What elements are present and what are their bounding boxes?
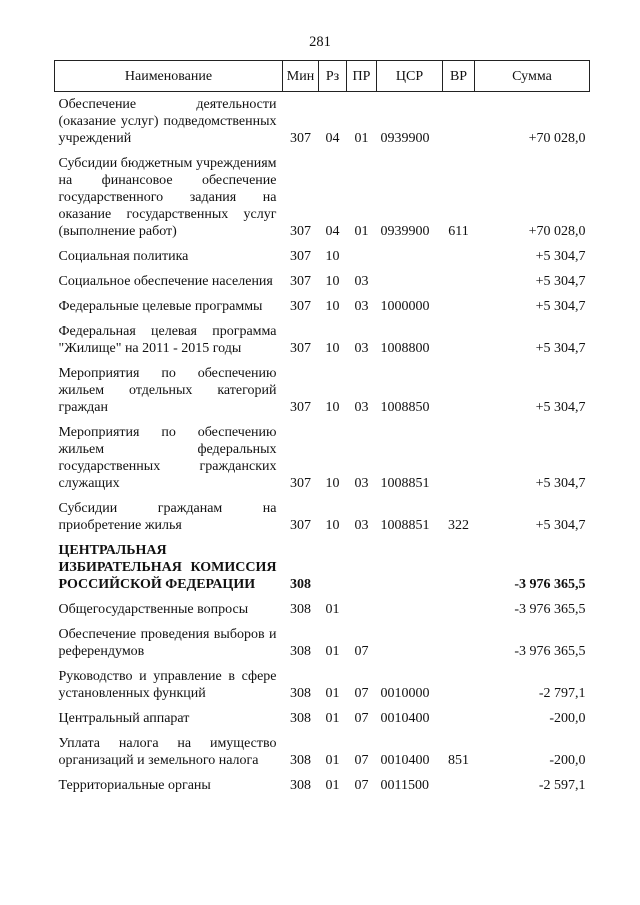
- row-csr: 0010400: [380, 711, 430, 726]
- header-sum: Сумма: [475, 61, 590, 92]
- row-name: Территориальные органы: [58, 778, 211, 793]
- row-min: 307: [290, 299, 311, 314]
- row-pr: 03: [354, 476, 369, 491]
- row-csr: 1008800: [380, 341, 430, 356]
- table-row: [55, 702, 590, 727]
- row-rz: 10: [325, 518, 340, 533]
- row-rz: 10: [325, 476, 340, 491]
- table-row: [55, 290, 590, 315]
- row-pr: [347, 534, 377, 593]
- table-body: [55, 92, 590, 795]
- table-header: [55, 61, 590, 92]
- table-row: [55, 240, 590, 265]
- row-rz: 01: [325, 711, 340, 726]
- table-row: [55, 357, 590, 416]
- header-name: Наименование: [55, 61, 283, 92]
- row-csr: [377, 618, 443, 660]
- row-pr: [347, 240, 377, 265]
- row-min: 308: [290, 686, 311, 701]
- row-min: 308: [290, 577, 311, 592]
- row-name: Общегосударственные вопросы: [58, 602, 249, 617]
- row-vr: [443, 702, 475, 727]
- table-row: [55, 593, 590, 618]
- row-pr: 07: [354, 753, 369, 768]
- row-csr: [377, 240, 443, 265]
- row-min: 308: [290, 753, 311, 768]
- row-csr: 1000000: [380, 299, 430, 314]
- row-sum: +70 028,0: [528, 224, 586, 239]
- header-rz: Рз: [319, 61, 347, 92]
- row-vr: [443, 618, 475, 660]
- row-rz: [319, 534, 347, 593]
- row-vr: [443, 240, 475, 265]
- budget-table: [54, 60, 590, 794]
- page-number: 281: [309, 34, 331, 50]
- table-row: [55, 660, 590, 702]
- row-pr: 03: [354, 518, 369, 533]
- row-csr: 1008851: [380, 518, 430, 533]
- header-pr: ПР: [347, 61, 377, 92]
- row-name: Федеральные целевые программы: [58, 299, 263, 314]
- row-pr: [347, 593, 377, 618]
- row-rz: 10: [325, 299, 340, 314]
- row-rz: 04: [325, 224, 340, 239]
- row-vr: [443, 660, 475, 702]
- row-csr: 0939900: [380, 131, 430, 146]
- header-vr: ВР: [443, 61, 475, 92]
- row-pr: 07: [354, 686, 369, 701]
- row-name: Мероприятия по обеспечению жильем отдельных категорий граждан: [58, 366, 277, 415]
- row-vr: [443, 593, 475, 618]
- row-min: 307: [290, 518, 311, 533]
- row-name: Обеспечение проведения выборов и референдумов: [58, 627, 277, 659]
- row-min: 308: [290, 778, 311, 793]
- row-min: 308: [290, 602, 311, 617]
- row-rz: 04: [325, 131, 340, 146]
- row-pr: 03: [354, 341, 369, 356]
- row-name: Руководство и управление в сфере установленных функций: [58, 669, 277, 701]
- row-sum: +70 028,0: [528, 131, 586, 146]
- row-sum: +5 304,7: [535, 476, 586, 491]
- header-min: Мин: [283, 61, 319, 92]
- row-pr: 07: [354, 778, 369, 793]
- table-row: [55, 416, 590, 492]
- row-csr: [377, 593, 443, 618]
- row-sum: +5 304,7: [535, 274, 586, 289]
- row-min: 307: [290, 400, 311, 415]
- row-min: 307: [290, 341, 311, 356]
- row-min: 307: [290, 274, 311, 289]
- row-min: 308: [290, 711, 311, 726]
- row-sum: +5 304,7: [535, 518, 586, 533]
- row-pr: 03: [354, 274, 369, 289]
- table-row: [55, 92, 590, 148]
- row-rz: 10: [325, 274, 340, 289]
- row-name: Социальное обеспечение населения: [58, 274, 273, 289]
- header-csr: ЦСР: [377, 61, 443, 92]
- row-sum: -2 597,1: [538, 778, 586, 793]
- row-name: Центральный аппарат: [58, 711, 190, 726]
- row-sum: +5 304,7: [535, 299, 586, 314]
- row-vr: 611: [448, 224, 469, 239]
- row-vr: [443, 534, 475, 593]
- row-vr: [443, 357, 475, 416]
- row-sum: -3 976 365,5: [514, 602, 586, 617]
- row-sum: +5 304,7: [535, 341, 586, 356]
- row-pr: 07: [354, 644, 369, 659]
- row-vr: [443, 92, 475, 148]
- row-vr: [443, 265, 475, 290]
- row-pr: 01: [354, 131, 369, 146]
- row-name: Субсидии бюджетным учреждениям на финансовое обеспечение государственного задания на оказание государственных услуг (выполнение работ): [58, 156, 277, 239]
- row-min: 307: [290, 131, 311, 146]
- table-row: [55, 492, 590, 534]
- row-rz: 01: [325, 602, 340, 617]
- row-min: 307: [290, 249, 311, 264]
- row-sum: -200,0: [549, 753, 586, 768]
- table-row: [55, 315, 590, 357]
- row-sum: -2 797,1: [538, 686, 586, 701]
- table-row: [55, 147, 590, 240]
- row-rz: 01: [325, 753, 340, 768]
- row-rz: 01: [325, 778, 340, 793]
- row-vr: [443, 416, 475, 492]
- row-name: Федеральная целевая программа "Жилище" на 2011 - 2015 годы: [58, 324, 277, 356]
- row-vr: 851: [448, 753, 469, 768]
- row-sum: +5 304,7: [535, 249, 586, 264]
- row-name: Социальная политика: [58, 249, 189, 264]
- row-rz: 10: [325, 400, 340, 415]
- row-csr: 0011500: [380, 778, 429, 793]
- row-sum: -200,0: [549, 711, 586, 726]
- row-name: Уплата налога на имущество организаций и земельного налога: [58, 736, 277, 768]
- row-name: Субсидии гражданам на приобретение жилья: [58, 501, 277, 533]
- row-name: Обеспечение деятельности (оказание услуг) подведомственных учреждений: [58, 97, 277, 146]
- row-csr: 0939900: [380, 224, 430, 239]
- table-row: [55, 265, 590, 290]
- table-row: [55, 769, 590, 794]
- row-csr: 0010000: [380, 686, 430, 701]
- row-sum: -3 976 365,5: [514, 644, 586, 659]
- row-min: 308: [290, 644, 311, 659]
- row-min: 307: [290, 224, 311, 239]
- row-name: Мероприятия по обеспечению жильем федеральных государственных гражданских служащих: [58, 425, 277, 491]
- row-csr: 0010400: [380, 753, 430, 768]
- row-csr: 1008851: [380, 476, 430, 491]
- row-vr: [443, 769, 475, 794]
- table-row: [55, 618, 590, 660]
- row-csr: [377, 534, 443, 593]
- row-vr: [443, 290, 475, 315]
- table-row: [55, 727, 590, 769]
- row-vr: [443, 315, 475, 357]
- row-rz: 10: [325, 249, 340, 264]
- table-row: [55, 534, 590, 593]
- row-pr: 07: [354, 711, 369, 726]
- row-rz: 10: [325, 341, 340, 356]
- row-vr: 322: [448, 518, 469, 533]
- row-csr: 1008850: [380, 400, 430, 415]
- row-pr: 01: [354, 224, 369, 239]
- row-csr: [377, 265, 443, 290]
- row-rz: 01: [325, 686, 340, 701]
- row-pr: 03: [354, 299, 369, 314]
- row-pr: 03: [354, 400, 369, 415]
- row-min: 307: [290, 476, 311, 491]
- row-rz: 01: [325, 644, 340, 659]
- row-sum: +5 304,7: [535, 400, 586, 415]
- row-name: ЦЕНТРАЛЬНАЯ ИЗБИРАТЕЛЬНАЯ КОМИССИЯ РОССИЙСКОЙ ФЕДЕРАЦИИ: [58, 543, 277, 592]
- row-sum: -3 976 365,5: [514, 577, 586, 592]
